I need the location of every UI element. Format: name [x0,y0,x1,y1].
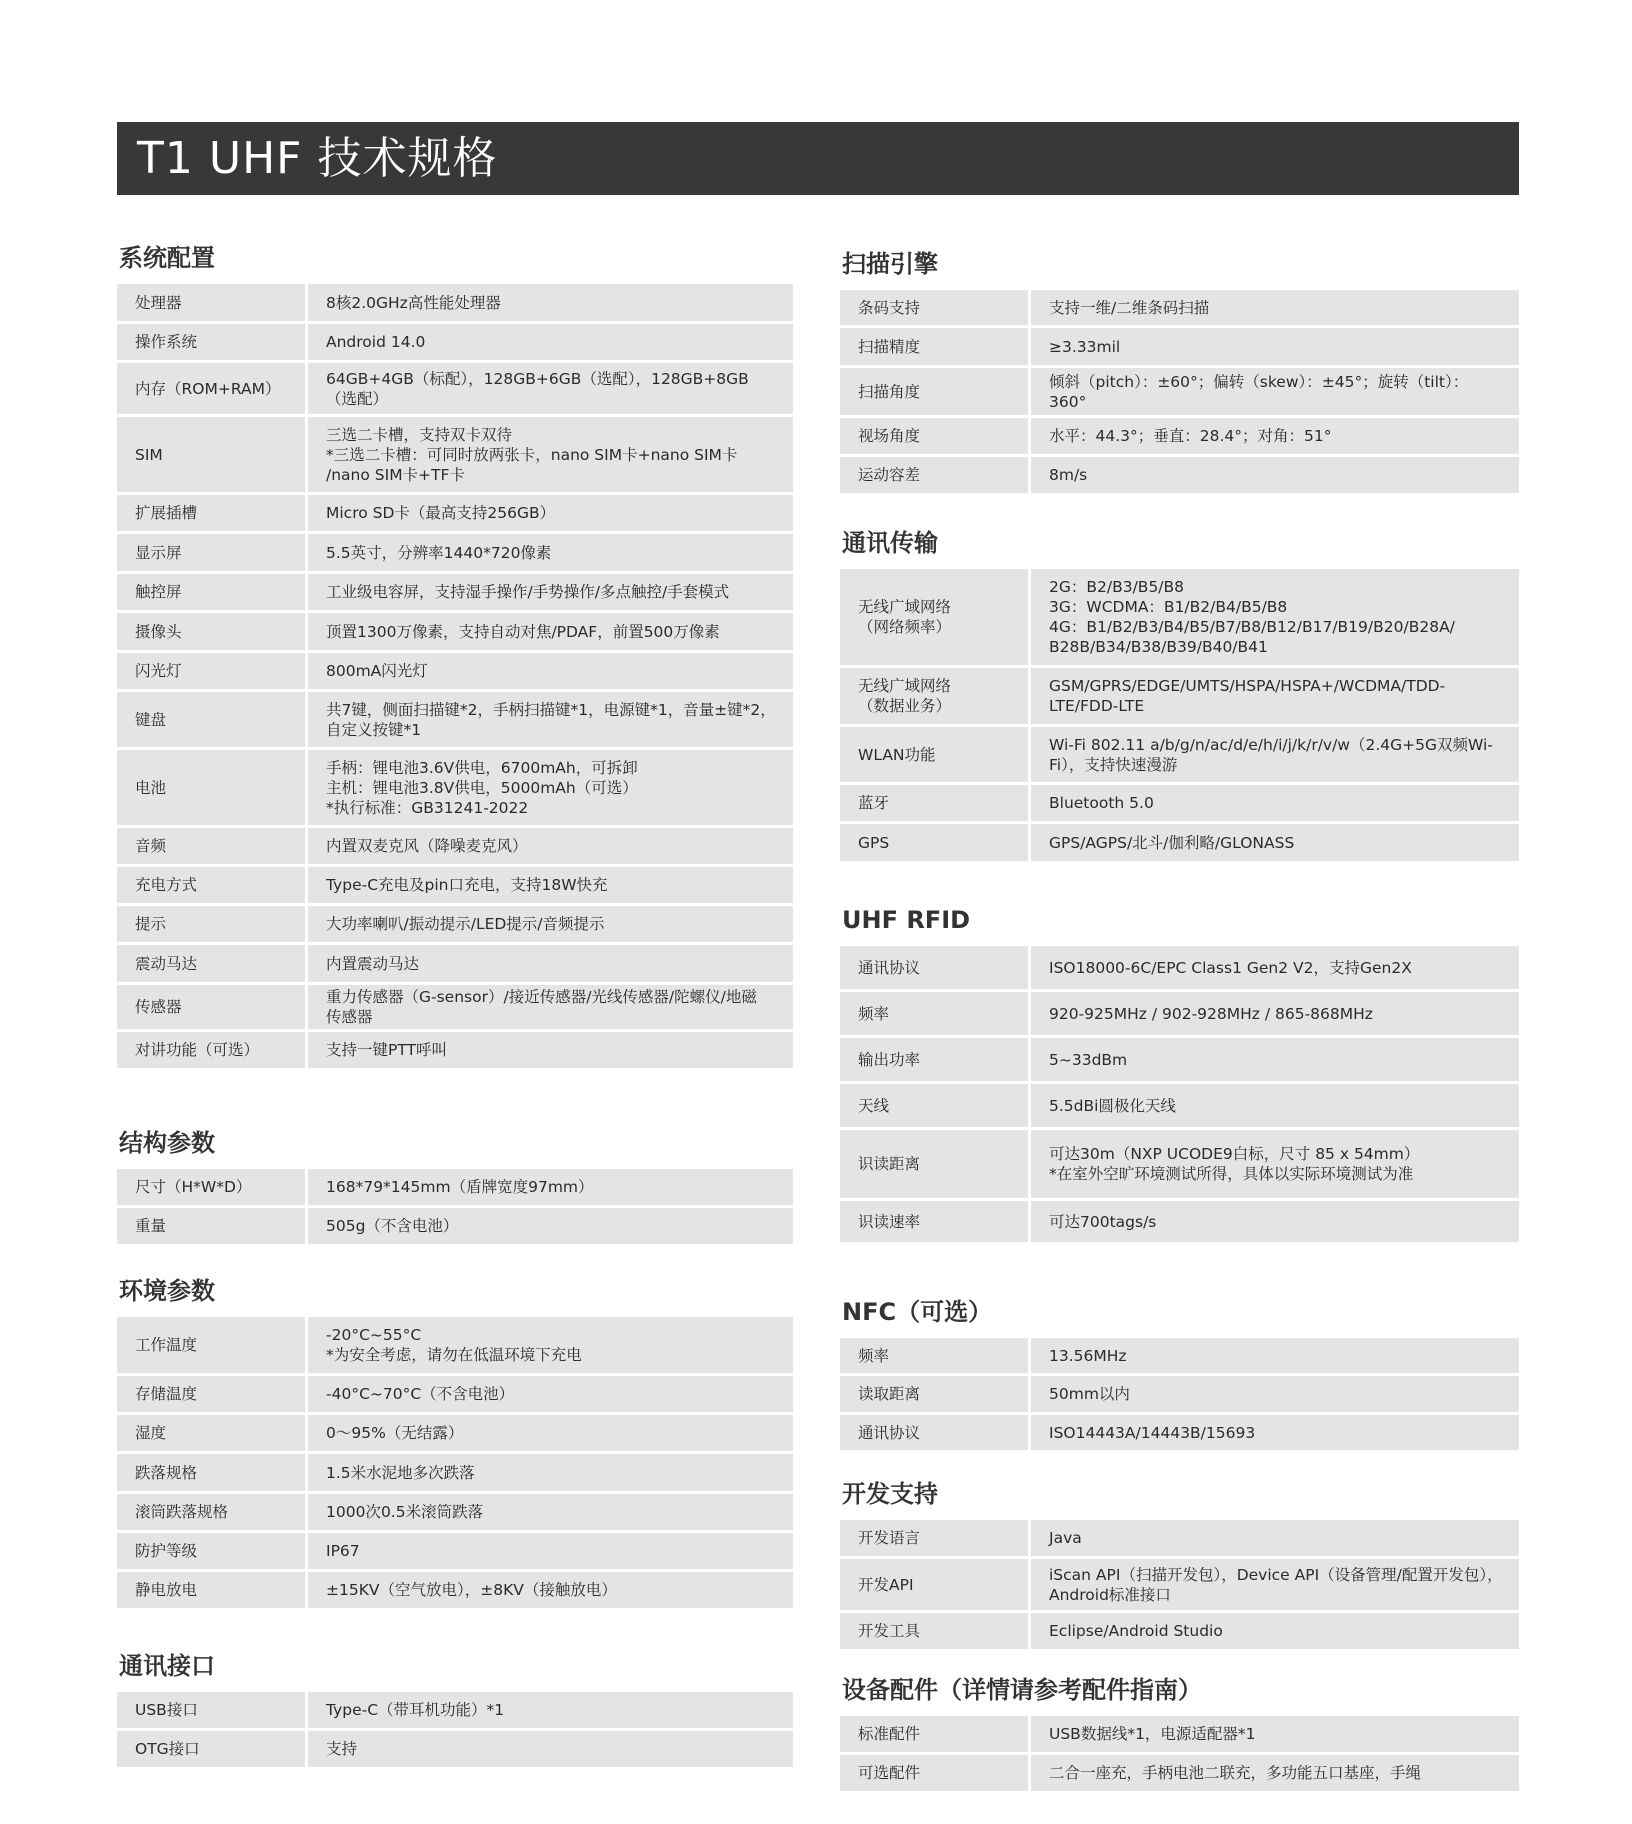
spec-label: 输出功率 [840,1038,1028,1081]
spec-row [840,727,1519,782]
section-title: NFC（可选） [842,1298,993,1326]
section-title: 通讯传输 [842,529,938,557]
spec-value: 内置震动马达 [308,945,793,982]
spec-row [840,1376,1519,1412]
spec-value: ±15KV（空气放电），±8KV（接触放电） [308,1572,793,1608]
spec-value: 800mA闪光灯 [308,653,793,689]
spec-row [840,457,1519,493]
spec-row [117,1692,793,1728]
spec-row [117,613,793,650]
spec-value: 64GB+4GB（标配），128GB+6GB（选配），128GB+8GB （选配） [308,363,793,414]
spec-label: 存储温度 [117,1376,305,1412]
spec-value: Java [1031,1520,1519,1556]
spec-label: 蓝牙 [840,785,1028,821]
section-communication [840,525,1519,864]
spec-value: 重力传感器（G-sensor）/接近传感器/光线传感器/陀螺仪/地磁 传感器 [308,985,793,1029]
spec-label: 扫描精度 [840,328,1028,365]
spec-label: 电池 [117,750,305,825]
spec-row [840,1038,1519,1081]
spec-value: Type-C（带耳机功能）*1 [308,1692,793,1728]
spec-value: 三选二卡槽，支持双卡双待 *三选二卡槽：可同时放两张卡，nano SIM卡+nano SIM卡 /nano SIM卡+TF卡 [308,417,793,492]
spec-value: Android 14.0 [308,324,793,360]
spec-value: 顶置1300万像素，支持自动对焦/PDAF，前置500万像素 [308,613,793,650]
spec-label: 防护等级 [117,1533,305,1569]
spec-row [117,284,793,321]
spec-value: ISO18000-6C/EPC Class1 Gen2 V2，支持Gen2X [1031,946,1519,989]
spec-value: ISO14443A/14443B/15693 [1031,1415,1519,1450]
spec-row [117,363,793,414]
spec-value: 共7键，侧面扫描键*2，手柄扫描键*1，电源键*1，音量±键*2， 自定义按键*1 [308,692,793,747]
spec-label: 无线广域网络 （网络频率） [840,569,1028,665]
section-dev-support [840,1476,1519,1652]
spec-row [117,1572,793,1608]
spec-row [117,1317,793,1373]
spec-value: 二合一座充，手柄电池二联充，多功能五口基座，手绳 [1031,1755,1519,1791]
section-title: 环境参数 [119,1277,215,1305]
spec-row [117,653,793,689]
spec-value: 内置双麦克风（降噪麦克风） [308,828,793,864]
spec-value: -40°C~70°C（不含电池） [308,1376,793,1412]
spec-label: 充电方式 [117,867,305,903]
spec-row [117,867,793,903]
spec-row [840,418,1519,454]
spec-value: 0～95%（无结露） [308,1415,793,1451]
spec-value: ≥3.33mil [1031,328,1519,365]
spec-label: 跌落规格 [117,1454,305,1491]
spec-row [117,692,793,747]
spec-label: 提示 [117,906,305,942]
spec-row [840,1613,1519,1649]
spec-label: 重量 [117,1208,305,1244]
spec-label: 识读距离 [840,1130,1028,1198]
spec-row [117,906,793,942]
spec-label: GPS [840,824,1028,861]
spec-value: 5~33dBm [1031,1038,1519,1081]
spec-label: 震动马达 [117,945,305,982]
spec-label: 工作温度 [117,1317,305,1373]
spec-row [117,534,793,571]
spec-value: -20°C~55°C *为安全考虑，请勿在低温环境下充电 [308,1317,793,1373]
spec-row [840,824,1519,861]
spec-label: 操作系统 [117,324,305,360]
spec-value: 工业级电容屏，支持湿手操作/手势操作/多点触控/手套模式 [308,574,793,610]
spec-label: 频率 [840,1338,1028,1373]
section-system-config [117,240,793,1071]
spec-value: 168*79*145mm（盾牌宽度97mm） [308,1169,793,1205]
section-title: UHF RFID [842,906,971,934]
spec-row [840,368,1519,415]
spec-row [840,569,1519,665]
spec-label: 显示屏 [117,534,305,571]
spec-label: 扫描角度 [840,368,1028,415]
spec-row [840,328,1519,365]
spec-value: Eclipse/Android Studio [1031,1613,1519,1649]
spec-value: iScan API（扫描开发包），Device API（设备管理/配置开发包）， Android标准接口 [1031,1559,1519,1610]
spec-label: 运动容差 [840,457,1028,493]
spec-row [840,1130,1519,1198]
spec-value: GPS/AGPS/北斗/伽利略/GLONASS [1031,824,1519,861]
spec-value: Type-C充电及pin口充电，支持18W快充 [308,867,793,903]
spec-label: 传感器 [117,985,305,1029]
spec-row [840,1084,1519,1127]
spec-row [117,1494,793,1530]
spec-value: 5.5dBi圆极化天线 [1031,1084,1519,1127]
spec-row [117,1454,793,1491]
spec-value: 8核2.0GHz高性能处理器 [308,284,793,321]
spec-value: 50mm以内 [1031,1376,1519,1412]
spec-row [840,1520,1519,1556]
spec-row [117,1533,793,1569]
spec-label: 触控屏 [117,574,305,610]
spec-value: 倾斜（pitch）：±60°；偏转（skew）：±45°；旋转（tilt）： 360° [1031,368,1519,415]
spec-row [840,1559,1519,1610]
spec-label: 开发API [840,1559,1028,1610]
spec-row [840,1755,1519,1791]
spec-value: 可达30m（NXP UCODE9白标，尺寸 85 x 54mm） *在室外空旷环境测试所得，具体以实际环境测试为准 [1031,1130,1519,1198]
spec-value: 支持 [308,1731,793,1767]
spec-label: 处理器 [117,284,305,321]
spec-row [840,290,1519,325]
spec-row [117,750,793,825]
spec-value: 可达700tags/s [1031,1201,1519,1242]
spec-label: 音频 [117,828,305,864]
spec-label: 可选配件 [840,1755,1028,1791]
spec-label: USB接口 [117,1692,305,1728]
spec-row [840,1415,1519,1450]
spec-row [117,985,793,1029]
spec-label: 无线广域网络 （数据业务） [840,668,1028,724]
spec-label: 视场角度 [840,418,1028,454]
spec-row [840,1716,1519,1752]
spec-label: 内存（ROM+RAM） [117,363,305,414]
spec-value: 1.5米水泥地多次跌落 [308,1454,793,1491]
spec-label: 开发工具 [840,1613,1028,1649]
spec-row [117,574,793,610]
spec-row [840,1338,1519,1373]
spec-value: Wi-Fi 802.11 a/b/g/n/ac/d/e/h/i/j/k/r/v/w（2.4G+5G双频Wi- Fi），支持快速漫游 [1031,727,1519,782]
spec-value: IP67 [308,1533,793,1569]
spec-label: 条码支持 [840,290,1028,325]
spec-value: 505g（不含电池） [308,1208,793,1244]
section-title: 设备配件（详情请参考配件指南） [842,1676,1202,1704]
spec-label: 滚筒跌落规格 [117,1494,305,1530]
spec-label: 静电放电 [117,1572,305,1608]
section-title: 结构参数 [119,1129,215,1157]
section-title: 系统配置 [119,244,215,272]
spec-row [117,1415,793,1451]
spec-label: 摄像头 [117,613,305,650]
spec-row [840,946,1519,989]
spec-row [117,1032,793,1068]
page-title: T1 UHF 技术规格 [117,122,1519,195]
spec-label: 识读速率 [840,1201,1028,1242]
spec-row [117,1208,793,1244]
spec-row [117,828,793,864]
spec-value: Bluetooth 5.0 [1031,785,1519,821]
section-structure [117,1125,793,1247]
spec-value: GSM/GPRS/EDGE/UMTS/HSPA/HSPA+/WCDMA/TDD- LTE/FDD-LTE [1031,668,1519,724]
section-environment [117,1273,793,1611]
spec-value: 手柄：锂电池3.6V供电，6700mAh，可拆卸 主机：锂电池3.8V供电，5000mAh（可选） *执行标准：GB31241-2022 [308,750,793,825]
spec-label: 天线 [840,1084,1028,1127]
spec-value: 水平：44.3°；垂直：28.4°；对角：51° [1031,418,1519,454]
spec-row [117,324,793,360]
spec-value: 大功率喇叭/振动提示/LED提示/音频提示 [308,906,793,942]
spec-value: Micro SD卡（最高支持256GB） [308,495,793,531]
spec-row [117,1376,793,1412]
section-title: 通讯接口 [119,1652,215,1680]
spec-label: 尺寸（H*W*D） [117,1169,305,1205]
spec-label: 频率 [840,992,1028,1035]
spec-label: SIM [117,417,305,492]
spec-value: 2G：B2/B3/B5/B8 3G：WCDMA：B1/B2/B4/B5/B8 4G：B1/B2/B3/B4/B5/B7/B8/B12/B17/B19/B20/B28A/ B28B/B34/B38/B39/B40/B41 [1031,569,1519,665]
spec-label: 扩展插槽 [117,495,305,531]
spec-row [840,668,1519,724]
spec-label: 读取距离 [840,1376,1028,1412]
section-uhf-rfid [840,902,1519,1245]
spec-label: 标准配件 [840,1716,1028,1752]
spec-label: WLAN功能 [840,727,1028,782]
spec-value: 5.5英寸，分辨率1440*720像素 [308,534,793,571]
spec-label: OTG接口 [117,1731,305,1767]
spec-value: 支持一维/二维条码扫描 [1031,290,1519,325]
spec-row [117,1169,793,1205]
spec-row [117,417,793,492]
spec-value: 920-925MHz / 902-928MHz / 865-868MHz [1031,992,1519,1035]
spec-label: 键盘 [117,692,305,747]
spec-label: 湿度 [117,1415,305,1451]
spec-label: 闪光灯 [117,653,305,689]
section-title: 扫描引擎 [842,250,938,278]
spec-row [840,785,1519,821]
section-title: 开发支持 [842,1480,938,1508]
spec-row [117,1731,793,1767]
section-accessories [840,1672,1519,1794]
spec-row [117,945,793,982]
section-nfc [840,1294,1519,1453]
spec-value: 8m/s [1031,457,1519,493]
spec-value: 支持一键PTT呼叫 [308,1032,793,1068]
spec-value: 13.56MHz [1031,1338,1519,1373]
spec-value: USB数据线*1，电源适配器*1 [1031,1716,1519,1752]
section-comm-interface [117,1648,793,1770]
spec-label: 通讯协议 [840,946,1028,989]
spec-row [840,992,1519,1035]
spec-label: 通讯协议 [840,1415,1028,1450]
spec-label: 对讲功能（可选） [117,1032,305,1068]
section-scan-engine [840,246,1519,496]
spec-row [840,1201,1519,1242]
spec-row [117,495,793,531]
spec-label: 开发语言 [840,1520,1028,1556]
spec-value: 1000次0.5米滚筒跌落 [308,1494,793,1530]
